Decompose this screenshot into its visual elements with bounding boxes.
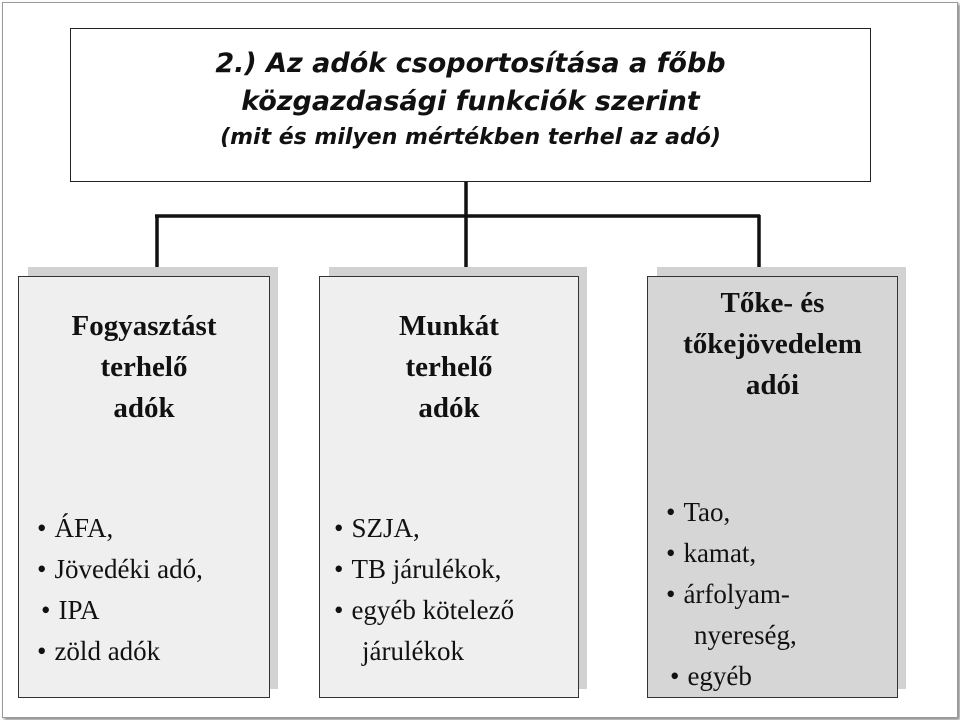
list-item [334,508,514,549]
heading-line: Munkát [399,310,499,342]
list-item-continuation: járulékok [362,636,464,666]
heading-line: Fogyasztást [71,310,217,342]
bullet: • [334,513,344,543]
list-item-continuation: nyereség, [694,620,797,650]
column-heading [648,283,897,406]
heading-line: adói [745,369,800,401]
item-text: Jövedéki adó, [54,554,203,584]
column-heading [19,306,269,429]
title-line-1: 2.) Az adók csoportosítása a főbb [215,48,726,79]
heading-line: adók [113,392,175,424]
list-item [37,590,203,631]
item-text: ÁFA, [54,513,114,543]
list-item [666,656,797,697]
item-text: TB járulékok, [351,554,502,584]
tax-list [334,508,514,672]
tax-list [37,508,203,672]
heading-line: terhelő [100,351,188,383]
list-item [334,549,514,590]
item-text: egyéb kötelező [351,595,515,625]
list-item [37,631,203,672]
column-labour-taxes [319,276,579,698]
heading-line: tőkejövedelem [683,328,862,360]
item-text: kamat, [683,538,757,568]
bullet: • [334,554,344,584]
bullet: • [37,636,47,666]
list-item [666,492,797,533]
heading-line: adók [418,392,480,424]
list-item [37,508,203,549]
bullet: • [670,661,680,691]
bullet: • [37,554,47,584]
item-text: IPA [58,595,100,625]
title-subtitle: (mit és milyen mértékben terhel az adó) [220,125,721,150]
tax-list [666,492,797,697]
bullet: • [666,579,676,609]
title-line-2: közgazdasági funkciók szerint [241,86,700,117]
list-item [666,533,797,574]
list-item [334,590,514,631]
item-text: SZJA, [351,513,420,543]
list-item [37,549,203,590]
bullet: • [334,595,344,625]
item-text: egyéb [687,661,752,691]
bullet: • [666,538,676,568]
column-capital-taxes [647,276,898,698]
column-heading [320,306,578,429]
heading-line: Tőke- és [720,287,825,319]
heading-line: terhelő [405,351,493,383]
column-consumption-taxes [18,276,270,698]
item-text: árfolyam- [683,579,790,609]
list-item [666,574,797,615]
bullet: • [41,595,51,625]
item-text: zöld adók [54,636,161,666]
item-text: Tao, [683,497,731,527]
bullet: • [666,497,676,527]
bullet: • [37,513,47,543]
